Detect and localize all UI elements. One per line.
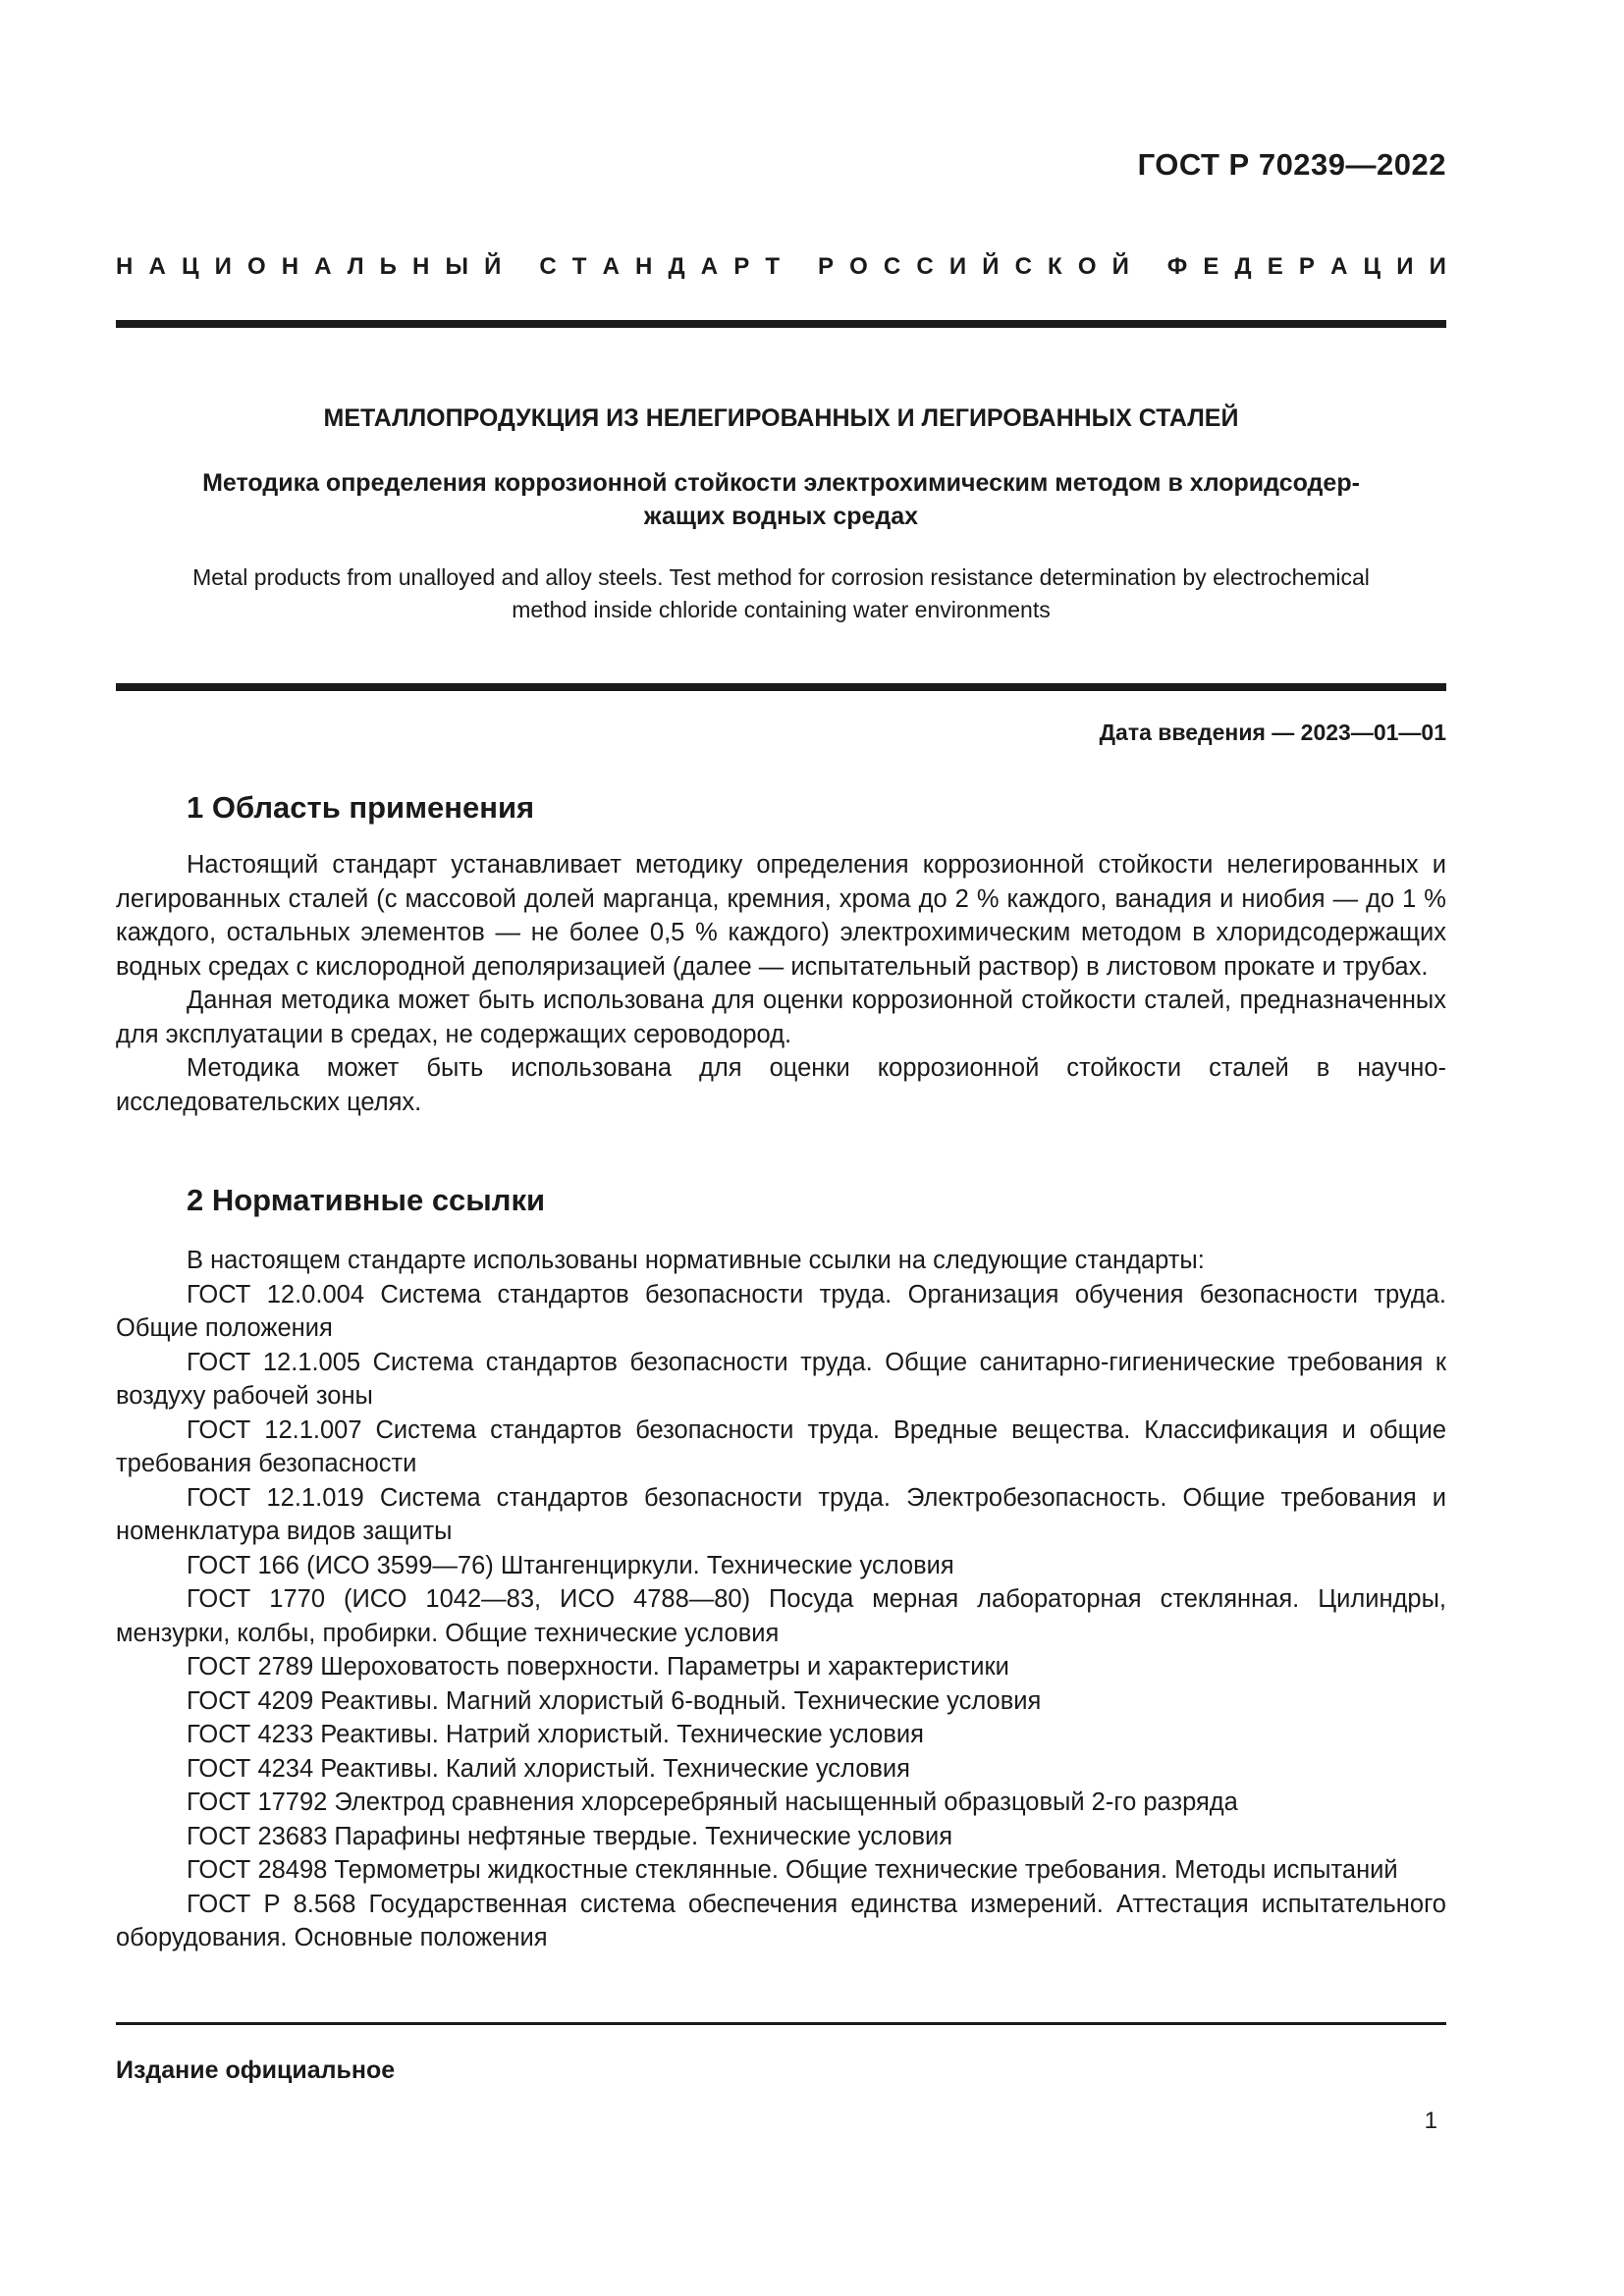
banner-letter: А bbox=[700, 253, 719, 280]
reference-item: ГОСТ 4233 Реактивы. Натрий хлористый. Технические условия bbox=[187, 1721, 924, 1748]
banner-letter: Р bbox=[733, 253, 750, 280]
banner-letter: Р bbox=[817, 253, 834, 280]
banner-letter: Н bbox=[281, 253, 299, 280]
banner-letter: И bbox=[1429, 253, 1446, 280]
reference-item: ГОСТ 166 (ИСО 3599—76) Штангенциркули. Технические условия bbox=[187, 1551, 954, 1579]
reference-item: ГОСТ Р 8.568 Государственная система обеспечения единства измерений. Аттестация испытательного оборудования. Основные положения bbox=[116, 1890, 1446, 1951]
banner-letter bbox=[1145, 253, 1152, 281]
banner-letter: И bbox=[948, 253, 967, 280]
reference-item: ГОСТ 4234 Реактивы. Калий хлористый. Технические условия bbox=[187, 1754, 910, 1783]
english-title bbox=[116, 561, 1446, 626]
banner-letter: Ф bbox=[1166, 253, 1188, 280]
banner-letter bbox=[517, 253, 524, 281]
banner-letter: С bbox=[916, 253, 934, 280]
reference-item: ГОСТ 12.1.005 Система стандартов безопасности труда. Общие санитарно-гигиенические требования к воздуху рабочей зоны bbox=[116, 1348, 1446, 1410]
reference-item: ГОСТ 1770 (ИСО 1042—83, ИСО 4788—80) Посуда мерная лабораторная стеклянная. Цилиндры, мензурки, колбы, пробирки. Общие технические условия bbox=[116, 1585, 1446, 1647]
banner-letter: Ы bbox=[445, 253, 469, 280]
reference-item: ГОСТ 28498 Термометры жидкостные стеклянные. Общие технические требования. Методы испытаний bbox=[187, 1856, 1398, 1884]
document-subtitle bbox=[116, 466, 1446, 533]
document-title: МЕТАЛЛОПРОДУКЦИЯ ИЗ НЕЛЕГИРОВАННЫХ И ЛЕГИРОВАННЫХ СТАЛЕЙ bbox=[323, 404, 1239, 432]
banner-letter: Й bbox=[1111, 253, 1129, 280]
banner-letter: А bbox=[602, 253, 620, 280]
banner-letter bbox=[795, 253, 802, 281]
reference-item: ГОСТ 4209 Реактивы. Магний хлористый 6-водный. Технические условия bbox=[187, 1686, 1042, 1715]
header-divider bbox=[116, 320, 1446, 328]
banner-letter: Н bbox=[116, 253, 134, 280]
banner-letter: И bbox=[1396, 253, 1414, 280]
banner-letter: Ц bbox=[181, 253, 199, 280]
section-1-heading: 1 Область применения bbox=[187, 790, 535, 825]
section-1-body bbox=[116, 848, 1446, 1119]
banner-letter: Н bbox=[635, 253, 653, 280]
title-divider bbox=[116, 683, 1446, 691]
banner-letter: Й bbox=[982, 253, 1000, 280]
english-title-line-1: Metal products from unalloyed and alloy steels. Test method for corrosion resistance determination by electrochemical bbox=[192, 564, 1370, 590]
reference-item: ГОСТ 23683 Парафины нефтяные твердые. Технические условия bbox=[187, 1822, 953, 1850]
subtitle-line-1: Методика определения коррозионной стойкости электрохимическим методом в хлоридсодер- bbox=[202, 469, 1360, 497]
section-1-paragraph: Настоящий стандарт устанавливает методику определения коррозионной стойкости нелегированных и легированных сталей (с массовой долей марганца, кремния, хрома до 2 % каждого, ванадия и ниобия — до 1 % каждого, остальных элементов — не более 0,5 % каждого) электрохимическим методом в хлоридсодержащих водных средах с кислородной деполяризацией (далее — испытательный раствор) в листовом прокате и трубах. bbox=[116, 851, 1446, 981]
banner-letter: Л bbox=[347, 253, 364, 280]
banner-letter: Н bbox=[412, 253, 430, 280]
banner-letter: К bbox=[1048, 253, 1062, 280]
banner-letter: Е bbox=[1203, 253, 1219, 280]
banner-letter: Р bbox=[1298, 253, 1315, 280]
normative-references bbox=[116, 1244, 1446, 1955]
banner-letter: О bbox=[849, 253, 868, 280]
reference-item: ГОСТ 12.1.007 Система стандартов безопасности труда. Вредные вещества. Классификация и общие требования безопасности bbox=[116, 1415, 1446, 1477]
references-intro: В настоящем стандарте использованы нормативные ссылки на следующие стандарты: bbox=[187, 1247, 1205, 1274]
section-1-paragraph: Методика может быть использована для оценки коррозионной стойкости сталей в научно-исследовательских целях. bbox=[116, 1054, 1446, 1116]
banner-letter: Т bbox=[571, 253, 587, 280]
introduction-date: Дата введения — 2023—01—01 bbox=[1099, 720, 1446, 745]
section-1-paragraph: Данная методика может быть использована для оценки коррозионной стойкости сталей, предназначенных для эксплуатации в средах, не содержащих сероводород. bbox=[116, 987, 1446, 1048]
reference-item: ГОСТ 2789 Шероховатость поверхности. Параметры и характеристики bbox=[187, 1653, 1009, 1681]
reference-item: ГОСТ 12.0.004 Система стандартов безопасности труда. Организация обучения безопасности труда. Общие положения bbox=[116, 1280, 1446, 1342]
banner-letter: Д bbox=[668, 253, 685, 280]
banner-letter: А bbox=[314, 253, 332, 280]
banner-letter: С bbox=[539, 253, 557, 280]
document-code: ГОСТ Р 70239—2022 bbox=[1137, 147, 1446, 182]
banner-letter: Т bbox=[765, 253, 781, 280]
banner-letter: А bbox=[148, 253, 166, 280]
banner-letter: С bbox=[1014, 253, 1032, 280]
banner-letter: Й bbox=[484, 253, 502, 280]
official-edition-label: Издание официальное bbox=[116, 2056, 396, 2084]
banner-letter: Е bbox=[1267, 253, 1283, 280]
banner-letter: Д bbox=[1234, 253, 1252, 280]
banner-letter: И bbox=[214, 253, 232, 280]
banner-letter: С bbox=[883, 253, 901, 280]
subtitle-line-2: жащих водных средах bbox=[643, 503, 919, 530]
banner-letter: А bbox=[1330, 253, 1348, 280]
banner-letter: О bbox=[246, 253, 266, 280]
banner-letter: О bbox=[1077, 253, 1097, 280]
banner-letter: Ь bbox=[379, 253, 397, 280]
footer-divider bbox=[116, 2022, 1446, 2025]
section-2-heading: 2 Нормативные ссылки bbox=[187, 1183, 546, 1217]
page-number: 1 bbox=[1424, 2108, 1437, 2134]
national-standard-banner bbox=[116, 253, 1446, 281]
banner-letter: Ц bbox=[1363, 253, 1381, 280]
reference-item: ГОСТ 17792 Электрод сравнения хлорсеребряный насыщенный образцовый 2-го разряда bbox=[187, 1789, 1238, 1816]
reference-item: ГОСТ 12.1.019 Система стандартов безопасности труда. Электробезопасность. Общие требования и номенклатура видов защиты bbox=[116, 1483, 1446, 1545]
english-title-line-2: method inside chloride containing water environments bbox=[512, 597, 1051, 622]
